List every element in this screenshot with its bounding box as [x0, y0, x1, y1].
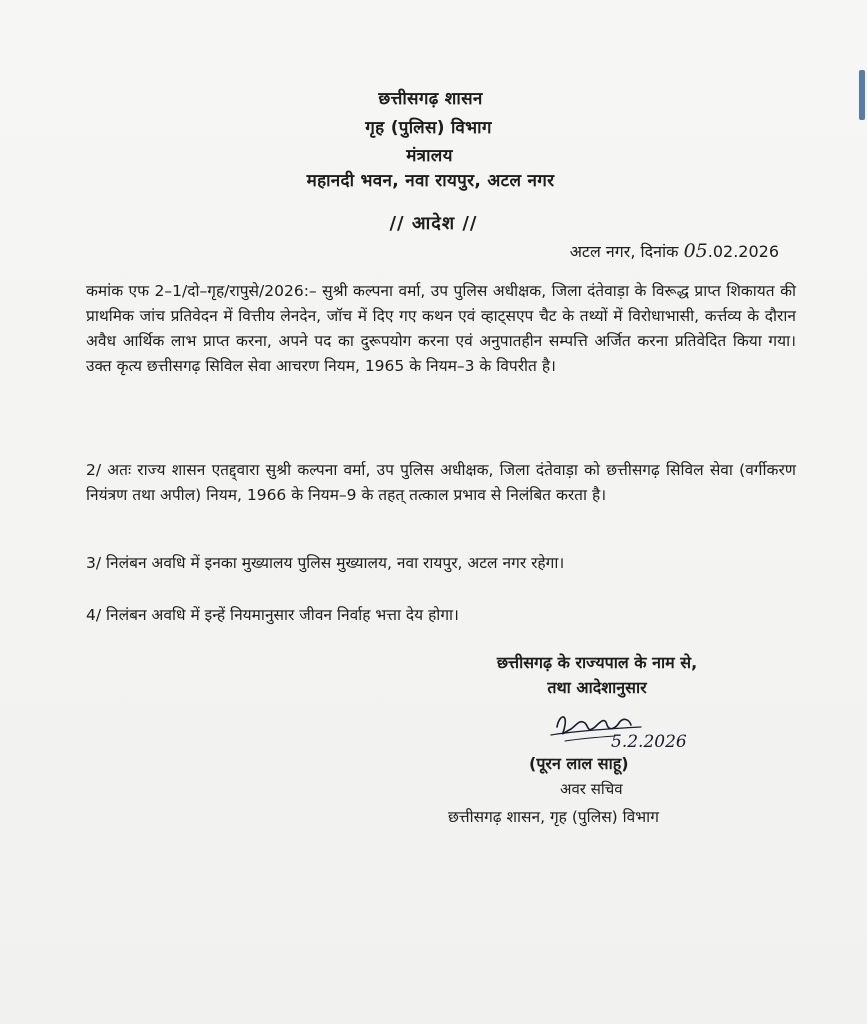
by-order-block: [452, 650, 742, 700]
header-ministry: मंत्रालय: [406, 146, 453, 166]
paragraph-1: कमांक एफ 2–1/दो–गृह/रापुसे/2026:– सुश्री कल्पना वर्मा, उप पुलिस अधीक्षक, जिला दंतेवाड़ा के विरूद्ध प्राप्त शिकायत की प्राथमिक जांच प्रतिवेदन में वित्तीय लेनदेन, जॉच में दिए गए कथन एवं व्हाट्सएप चैट के तथ्यों में विरोधाभासी, कर्त्तव्य के दौरान अवैध आर्थिक लाभ प्राप्त करना, अपने पद का दुरूपयोग करना एवं अनुपातहीन सम्पत्ति अर्जित करना प्रतिवेदित किया गया। उक्त कृत्य छत्तीसगढ़ सिविल सेवा आचरण नियम, 1965 के नियम–3 के विपरीत है।: [86, 282, 796, 375]
header-government: छत्तीसगढ़ शासन: [378, 89, 483, 109]
paragraph-3: 3/ निलंबन अवधि में इनका मुख्यालय पुलिस मुख्यालय, नवा रायपुर, अटल नगर रहेगा।: [86, 554, 565, 572]
header-address: महानदी भवन, नवा रायपुर, अटल नगर: [306, 171, 555, 191]
officer-name: (पूरन लाल साहू): [529, 754, 629, 773]
paragraph-4: 4/ निलंबन अवधि में इन्हें नियमानुसार जीवन निर्वाह भत्ता देय होगा।: [86, 606, 459, 624]
signature-date: 5.2.2026: [611, 732, 687, 752]
by-order-line-2: तथा आदेशानुसार: [547, 678, 647, 697]
header-department: गृह (पुलिस) विभाग: [365, 118, 492, 138]
officer-designation: अवर सचिव: [560, 780, 623, 798]
date-day-handwritten: 05: [683, 240, 708, 262]
order-date: [570, 240, 779, 262]
paragraph-2: 2/ अतः राज्य शासन एतद्द्वारा सुश्री कल्पना वर्मा, उप पुलिस अधीक्षक, जिला दंतेवाड़ा को छत्तीसगढ़ सिविल सेवा (वर्गीकरण नियंत्रण तथा अपील) नियम, 1966 के नियम–9 के तहत् तत्काल प्रभाव से निलंबित करता है।: [86, 461, 796, 504]
date-prefix: अटल नगर, दिनांक: [569, 242, 684, 261]
date-suffix: .02.2026: [707, 242, 779, 261]
handwritten-signature: [545, 705, 715, 755]
by-order-line-1: छत्तीसगढ़ के राज्यपाल के नाम से,: [496, 653, 698, 672]
order-title: // आदेश //: [389, 213, 478, 234]
officer-department: छत्तीसगढ़ शासन, गृह (पुलिस) विभाग: [448, 808, 659, 826]
